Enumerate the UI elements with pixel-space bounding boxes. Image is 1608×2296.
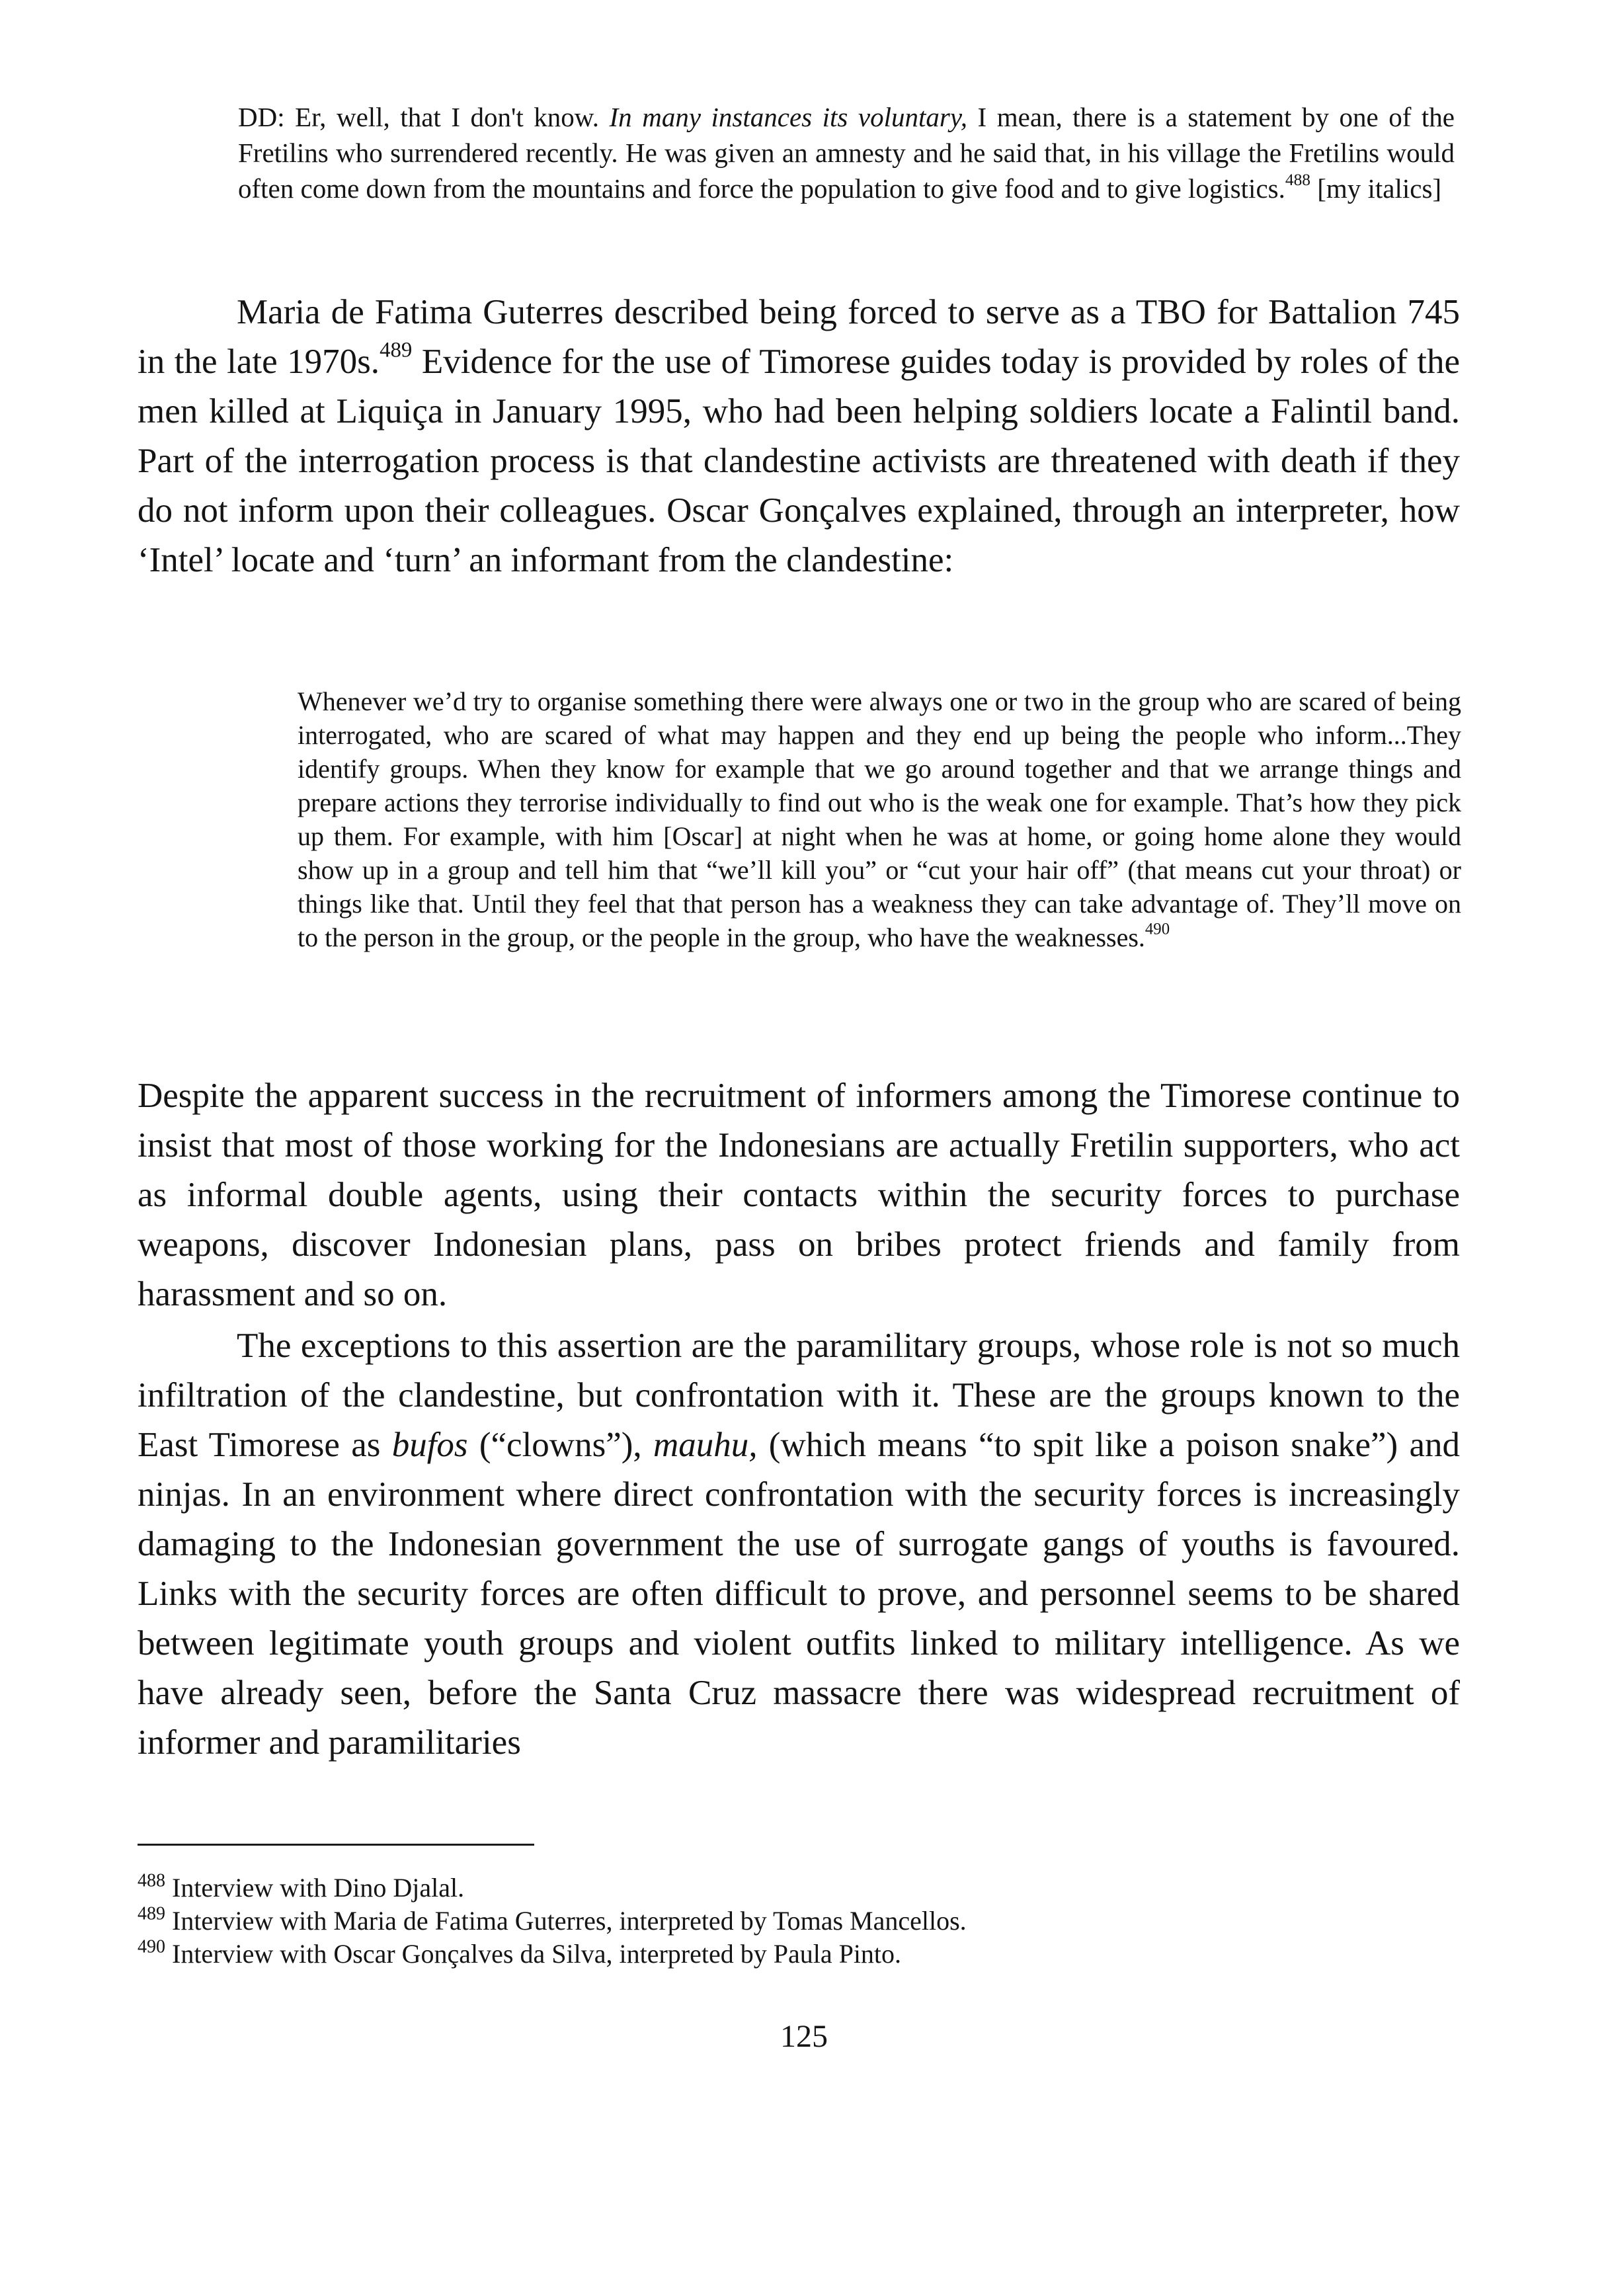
footnote-488 [138,1871,1460,1905]
footnote-number: 489 [138,1903,165,1924]
quote-speaker-text: DD: Er, well, that I don't know. [238,102,610,132]
paragraph-text [138,288,1460,585]
quote-body-text: Whenever we’d try to organise something there were always one or two in the group who are scared of being interrogated, who are scared of what may happen and they end up being the people who inform...They identify groups. When they know for example that we go around together and that we arrange things and prepare actions they terrorise individually to find out who is the weak one for example. That’s how they pick up them. For example, with him [Oscar] at night when he was at home, or going home alone they would show up in a group and tell him that “we’ll kill you” or “cut your hair off” (that means cut your throat) or things like that. Until they feel that that person has a weakness they can take advantage of. They’ll move on to the person in the group, or the people in the group, who have the weaknesses. [298,686,1461,952]
block-quote-interview [238,99,1455,206]
italic-term-bufos: bufos [391,1426,468,1464]
body-paragraph-2 [138,1071,1460,1319]
footnote-number: 488 [138,1870,165,1891]
paragraph-text-c: (which means “to spit like a poison snake”) and ninjas. In an environment where direct confrontation with the security forces is increasingly damaging to the Indonesian government the use of surrogate gangs of youths is favoured. Links with the security forces are often difficult to prove, and personnel seems to be shared between legitimate youth groups and violent outfits linked to military intelligence. As we have already seen, before the Santa Cruz massacre there was widespread recruitment of informer and paramilitaries [138,1426,1460,1762]
footnote-text: Interview with Oscar Gonçalves da Silva, interpreted by Paula Pinto. [165,1939,902,1969]
quote-body-text: I mean, there is a statement by one of the Fretilins who surrendered recently. He was given an amnesty and he said that, in his village the Fretilins would often come down from the mountains and force the population to give food and to give logistics. [238,102,1455,204]
footnote-text: Interview with Maria de Fatima Guterres, interpreted by Tomas Mancellos. [165,1906,967,1936]
footnotes [138,1871,1460,1971]
paragraph-text-a: The exceptions to this assertion are the paramilitary groups, whose role is not so much infiltration of the clandestine, but confrontation with it. These are the groups known to the East Timorese as [138,1327,1460,1464]
footnote-ref-490[interactable]: 490 [1145,920,1170,938]
body-paragraph-3 [138,1321,1460,1768]
footnote-text: Interview with Dino Djalal. [165,1873,465,1903]
footnote-489 [138,1905,1460,1938]
footnote-number: 490 [138,1936,165,1957]
footnote-ref-489[interactable]: 489 [380,338,413,362]
body-paragraph-1 [138,288,1460,585]
italic-term-mauhu: mauhu, [653,1426,758,1464]
quote-italic-text: In many instances its voluntary, [609,102,968,132]
paragraph-text [138,1321,1460,1768]
quote-paragraph [298,684,1461,954]
paragraph-text-b: (“clowns”), [467,1426,653,1464]
paragraph-text-a: Maria de Fatima Guterres described being forced to serve as a TBO for Battalion 745 in the late 1970s. [138,293,1460,381]
footnote-490 [138,1938,1460,1971]
footnote-divider [138,1844,534,1846]
quote-paragraph [238,99,1455,206]
page-number: 125 [780,2019,828,2054]
footnote-ref-488[interactable]: 488 [1285,170,1310,189]
paragraph-text-b: Evidence for the use of Timorese guides today is provided by roles of the men killed at Liquiça in January 1995, who had been helping soldiers locate a Falintil band. Part of the interrogation process is that clandestine activists are threatened with death if they do not inform upon their colleagues. Oscar Gonçalves explained, through an interpreter, how ‘Intel’ locate and ‘turn’ an informant from the clandestine: [138,343,1460,579]
block-quote-oscar [298,684,1461,954]
quote-tail-text: [my italics] [1310,173,1442,204]
paragraph-text: Despite the apparent success in the recruitment of informers among the Timorese continue to insist that most of those working for the Indonesians are actually Fretilin supporters, who act as informal double agents, using their contacts within the security forces to purchase weapons, discover Indonesian plans, pass on bribes protect friends and family from harassment and so on. [138,1077,1460,1313]
